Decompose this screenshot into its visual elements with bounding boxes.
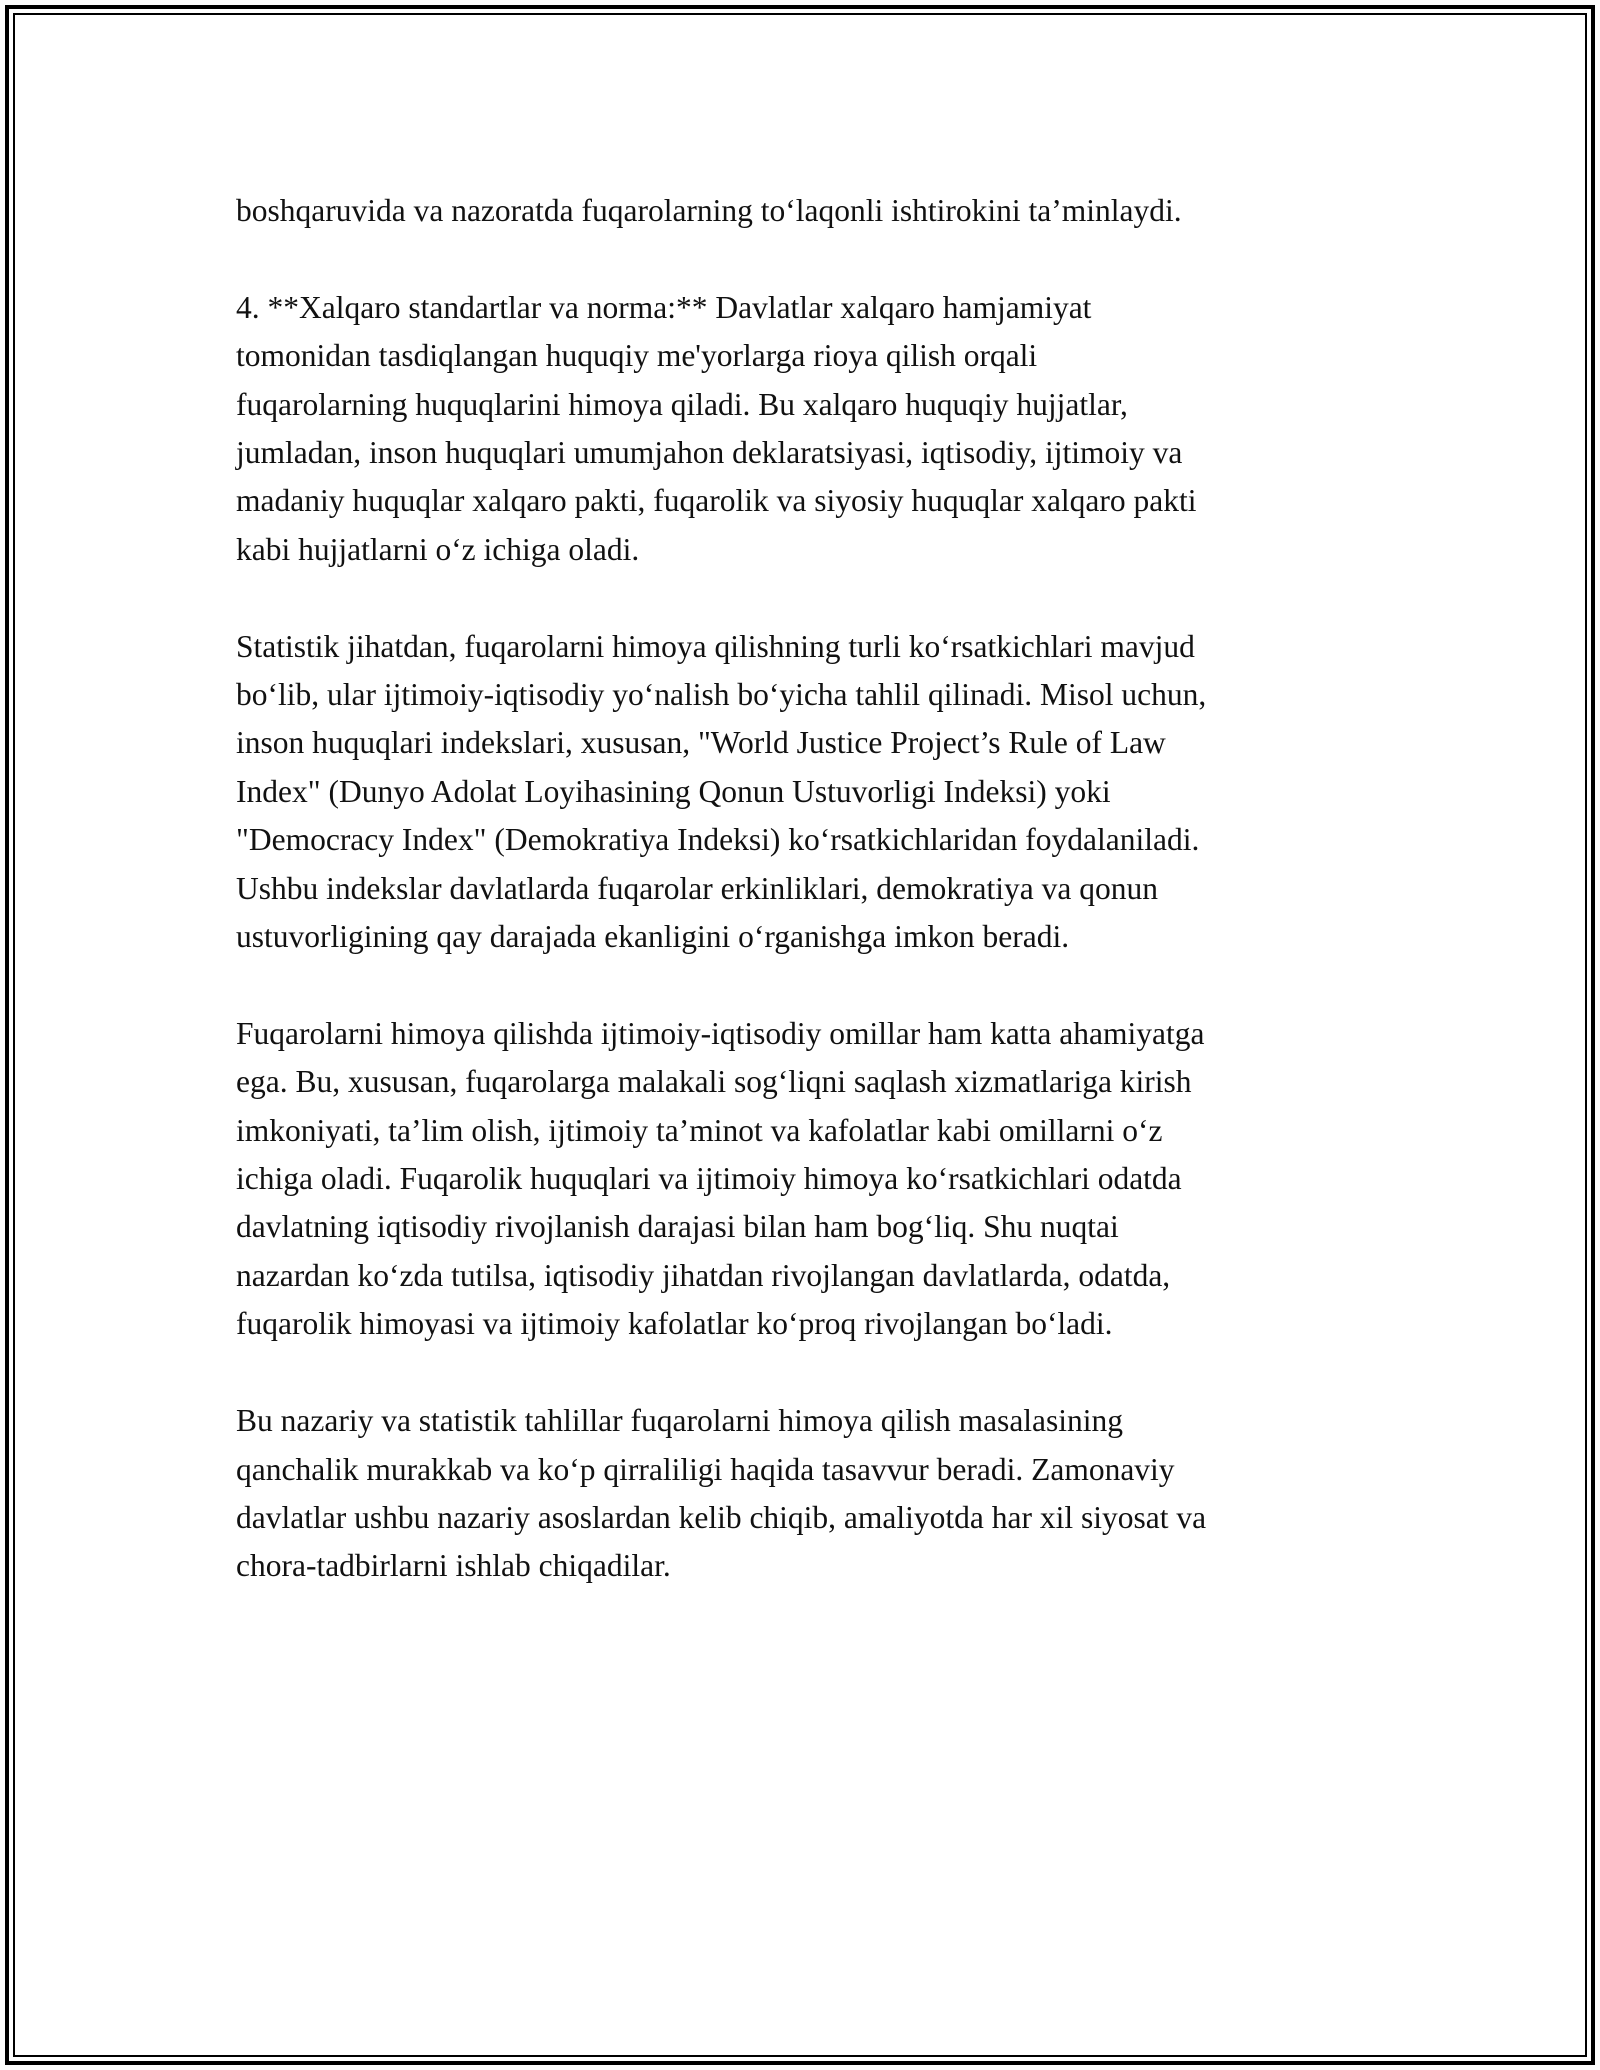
text-line: ichiga oladi. Fuqarolik huquqlari va ijtimoiy himoya ko‘rsatkichlari odatda	[236, 1161, 1182, 1197]
text-line: imkoniyati, ta’lim olish, ijtimoiy ta’minot va kafolatlar kabi omillarni o‘z	[236, 1112, 1163, 1148]
text-line: Index" (Dunyo Adolat Loyihasining Qonun Ustuvorligi Indeksi) yoki	[236, 773, 1111, 809]
text-line: nazardan ko‘zda tutilsa, iqtisodiy jihatdan rivojlangan davlatlarda, odatda,	[236, 1257, 1171, 1293]
paragraph	[236, 284, 1376, 574]
text-line: tomonidan tasdiqlangan huquqiy me'yorlarga rioya qilish orqali	[236, 338, 1038, 374]
text-line: boshqaruvida va nazoratda fuqarolarning to‘laqonli ishtirokini ta’minlaydi.	[236, 193, 1182, 228]
paragraph-gap	[236, 574, 1376, 622]
text-line: kabi hujjatlarni o‘z ichiga oladi.	[236, 531, 640, 567]
text-line: "Democracy Index" (Demokratiya Indeksi) ko‘rsatkichlaridan foydalaniladi.	[236, 822, 1200, 858]
text-line: Ushbu indekslar davlatlarda fuqarolar erkinliklari, demokratiya va qonun	[236, 870, 1158, 906]
text-line: Statistik jihatdan, fuqarolarni himoya qilishning turli ko‘rsatkichlari mavjud	[236, 628, 1195, 664]
text-line: madaniy huquqlar xalqaro pakti, fuqarolik va siyosiy huquqlar xalqaro pakti	[236, 483, 1197, 519]
text-line: davlatlar ushbu nazariy asoslardan kelib chiqib, amaliyotda har xil siyosat va	[236, 1499, 1207, 1535]
text-line: bo‘lib, ular ijtimoiy-iqtisodiy yo‘nalish bo‘yicha tahlil qilinadi. Misol uchun,	[236, 677, 1207, 713]
text-line: inson huquqlari indekslari, xususan, "World Justice Project’s Rule of Law	[236, 725, 1166, 761]
text-line: ustuvorligining qay darajada ekanligini o‘rganishga imkon beradi.	[236, 919, 1070, 955]
text-line: 4. **Xalqaro standartlar va norma:** Davlatlar xalqaro hamjamiyat	[236, 289, 1092, 325]
paragraph-gap	[236, 961, 1376, 1009]
document-body	[236, 187, 1376, 1591]
text-line: Fuqarolarni himoya qilishda ijtimoiy-iqtisodiy omillar ham katta ahamiyatga	[236, 1015, 1205, 1051]
paragraph-gap	[236, 1349, 1376, 1397]
paragraph	[236, 1010, 1376, 1349]
paragraph	[236, 187, 1376, 235]
text-line: chora-tadbirlarni ishlab chiqadilar.	[236, 1548, 671, 1584]
text-line: fuqarolik himoyasi va ijtimoiy kafolatlar ko‘proq rivojlangan bo‘ladi.	[236, 1306, 1113, 1342]
text-line: davlatning iqtisodiy rivojlanish darajasi bilan ham bog‘liq. Shu nuqtai	[236, 1209, 1119, 1245]
text-line: fuqarolarning huquqlarini himoya qiladi. Bu xalqaro huquqiy hujjatlar,	[236, 386, 1128, 422]
paragraph	[236, 1397, 1376, 1591]
text-line: qanchalik murakkab va ko‘p qirraliligi haqida tasavvur beradi. Zamonaviy	[236, 1451, 1175, 1487]
text-line: Bu nazariy va statistik tahlillar fuqarolarni himoya qilish masalasining	[236, 1403, 1124, 1439]
text-line: ega. Bu, xususan, fuqarolarga malakali sog‘liqni saqlash xizmatlariga kirish	[236, 1064, 1192, 1100]
text-line: jumladan, inson huquqlari umumjahon deklaratsiyasi, iqtisodiy, ijtimoiy va	[236, 435, 1183, 471]
paragraph-gap	[236, 235, 1376, 283]
paragraph	[236, 623, 1376, 962]
